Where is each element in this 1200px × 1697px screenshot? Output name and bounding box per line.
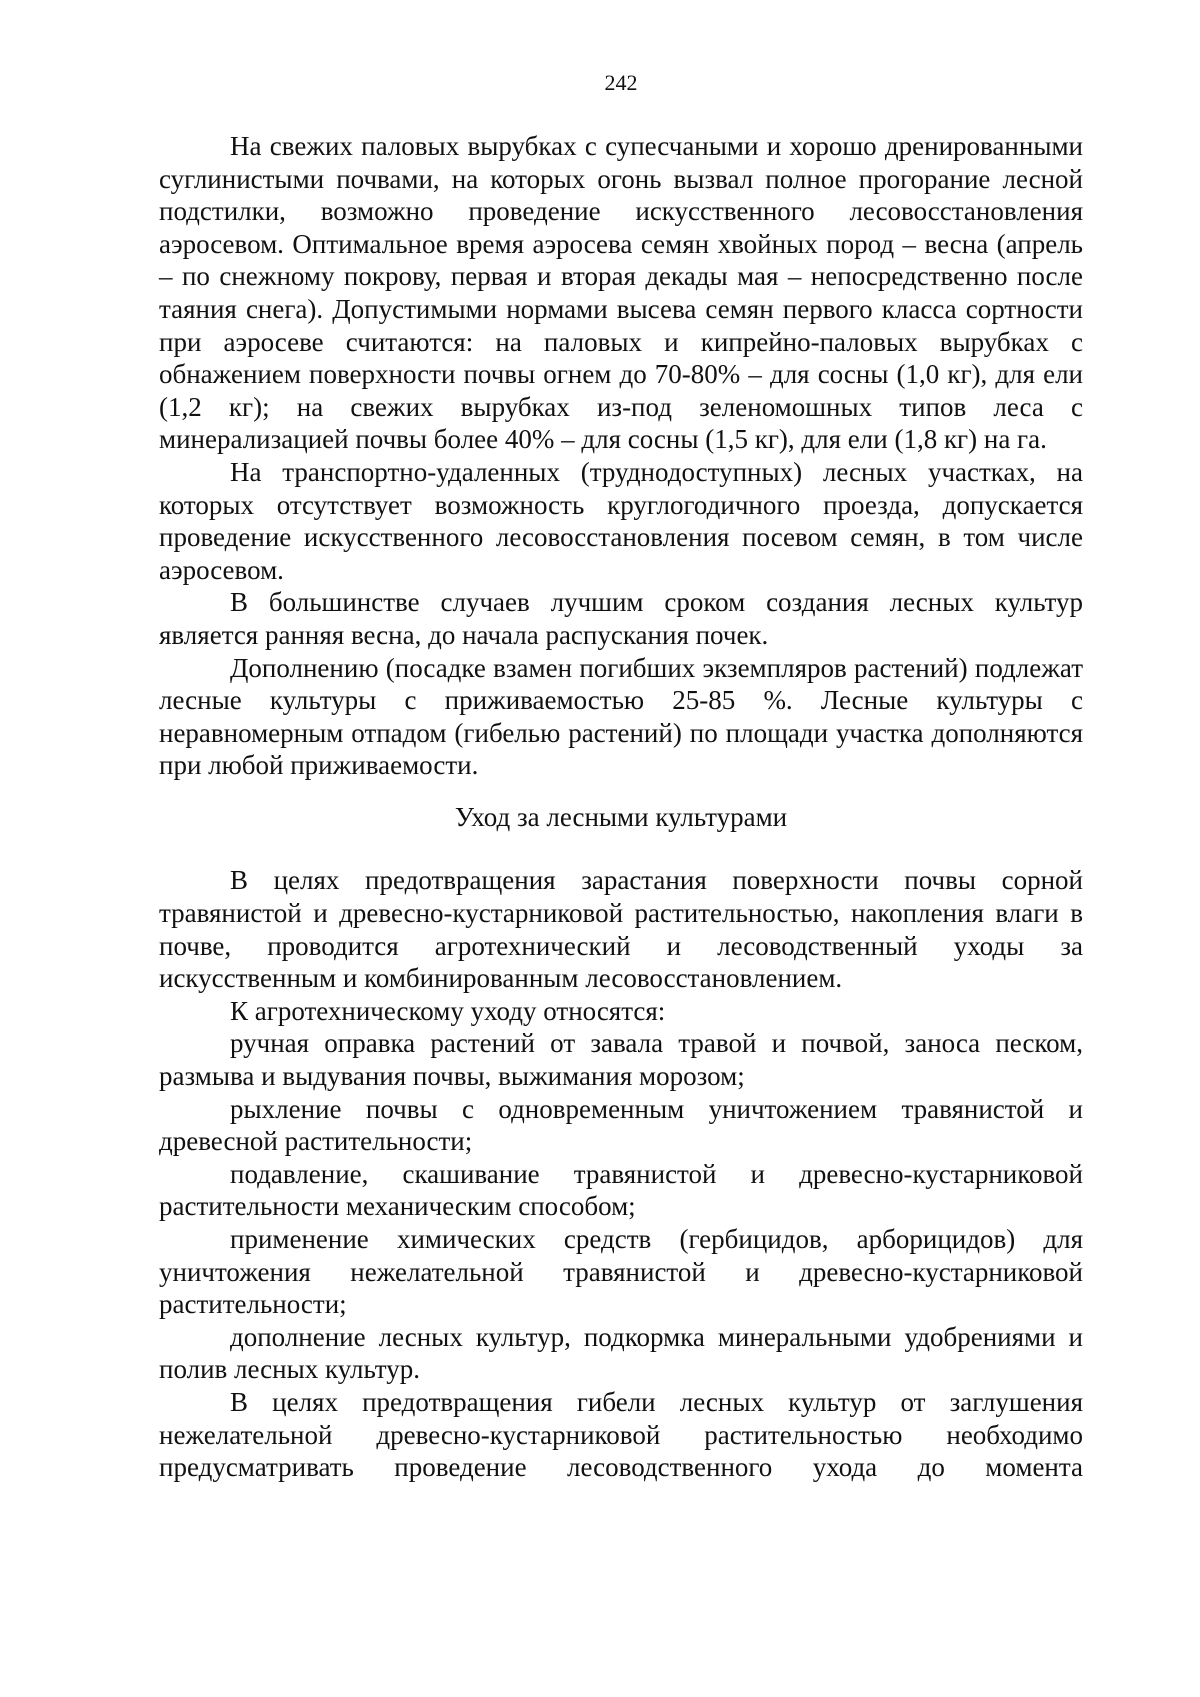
list-item-manual-correction: ручная оправка растений от завала травой и почвой, заноса песком, размыва и выдувания почвы, выжимания морозом; (159, 1028, 1083, 1092)
paragraph-agrotech-intro: К агротехническому уходу относятся: (230, 995, 666, 1026)
section-heading: Уход за лесными культурами (454, 801, 788, 832)
paragraph-care-purpose: В целях предотвращения зарастания поверхности почвы сорной травянистой и древесно-кустарниковой растительностью, накопления влаги в почве, проводится агротехнический и лесоводственный уходы за искусственным и комбинированным лесовосстановлением. (159, 865, 1083, 994)
page-number: 242 (604, 70, 638, 95)
list-item-loosening: рыхление почвы с одновременным уничтожением травянистой и древесной растительности; (159, 1093, 1083, 1157)
list-item-fertilizing: дополнение лесных культур, подкормка минеральными удобрениями и полив лесных культур. (159, 1321, 1083, 1385)
document-page (159, 0, 1083, 1697)
paragraph-planting-time: В большинстве случаев лучшим сроком создания лесных культур является ранняя весна, до начала распускания почек. (159, 587, 1083, 650)
list-item-chemicals: применение химических средств (гербицидов, арборицидов) для уничтожения нежелательной травянистой и древесно-кустарниковой растительности; (159, 1224, 1083, 1320)
paragraph-silvicultural-care: В целях предотвращения гибели лесных культур от заглушения нежелательной древесно-кустарниковой растительностью необходимо предусматривать проведение лесоводственного ухода до момента (159, 1386, 1083, 1483)
paragraph-supplementing: Дополнению (посадке взамен погибших экземпляров растений) подлежат лесные культуры с приживаемостью 25-85 %. Лесные культуры с неравномерным отпадом (гибелью растений) по площади участка дополняются при любой приживаемости. (159, 652, 1083, 781)
paragraph-remote-sites: На транспортно-удаленных (труднодоступных) лесных участках, на которых отсутствует возможность круглогодичного проезда, допускается проведение искусственного лесовосстановления посевом семян, в том числе аэросевом. (159, 456, 1083, 585)
paragraph-aerial-seeding: На свежих паловых вырубках с супесчаными и хорошо дренированными суглинистыми почвами, на которых огонь вызвал полное прогорание лесной подстилки, возможно проведение искусственного лесовосстановления аэросевом. Оптимальное время аэросева семян хвойных пород – весна (апрель – по снежному покрову, первая и вторая декады мая – непосредственно после таяния снега). Допустимыми нормами высева семян первого класса сортности при аэросеве считаются: на паловых и кипрейно-паловых вырубках с обнажением поверхности почвы огнем до 70-80% – для сосны (1,0 кг), для ели (1,2 кг); на свежих вырубках из-под зеленомошных типов леса с минерализацией почвы более 40% – для сосны (1,5 кг), для ели (1,8 кг) на га. (159, 131, 1083, 455)
document-body (159, 130, 1083, 1484)
list-item-mowing: подавление, скашивание травянистой и древесно-кустарниковой растительности механическим способом; (159, 1158, 1083, 1222)
